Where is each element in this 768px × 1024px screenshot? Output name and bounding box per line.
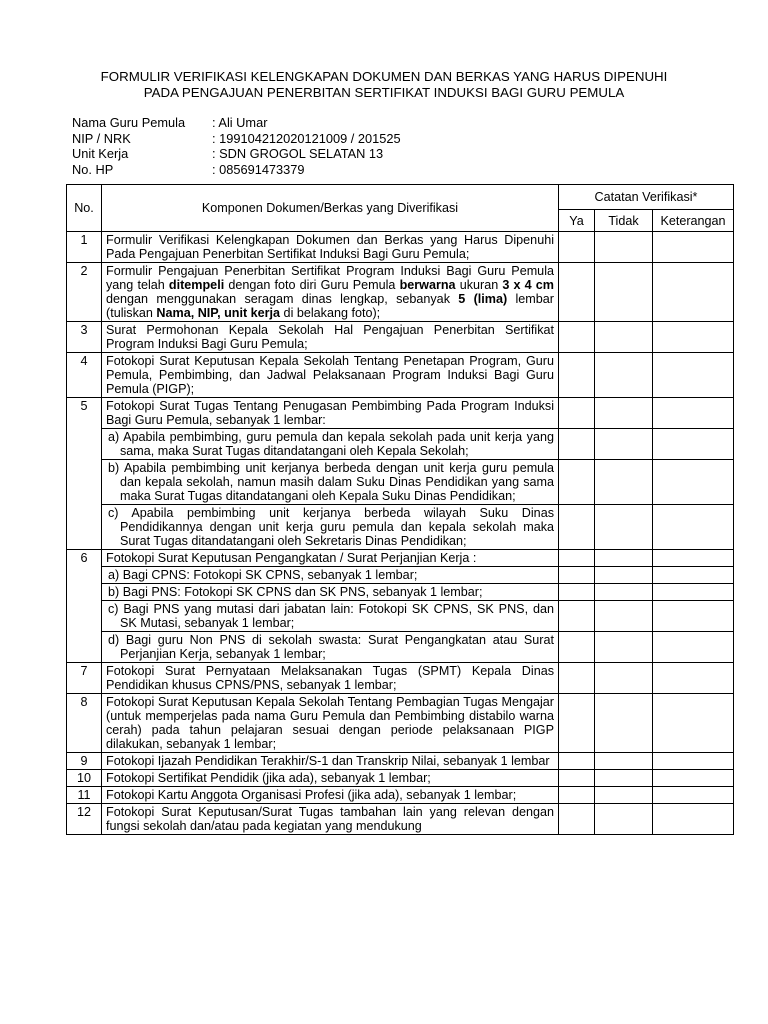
table-subrow [67, 505, 734, 550]
cell-ya[interactable] [559, 632, 595, 663]
info-value: : 085691473379 [212, 161, 305, 177]
cell-tidak[interactable] [595, 694, 653, 753]
info-label: No. HP [72, 161, 114, 177]
teacher-info [72, 115, 401, 177]
subitem-text: a) Bagi CPNS: Fotokopi SK CPNS, sebanyak 1 lembar; [102, 567, 559, 584]
cell-ya[interactable] [559, 601, 595, 632]
cell-keterangan[interactable] [653, 232, 734, 263]
row-text [102, 263, 559, 322]
cell-ya[interactable] [559, 753, 595, 770]
bold-text: Nama, NIP, unit kerja [156, 306, 281, 320]
table-row [67, 398, 734, 429]
cell-tidak[interactable] [595, 584, 653, 601]
cell-tidak[interactable] [595, 632, 653, 663]
cell-tidak[interactable] [595, 550, 653, 567]
cell-ya[interactable] [559, 694, 595, 753]
cell-keterangan[interactable] [653, 263, 734, 322]
verification-table [66, 184, 734, 835]
row-text: Fotokopi Ijazah Pendidikan Terakhir/S-1 dan Transkrip Nilai, sebanyak 1 lembar [102, 753, 559, 770]
cell-keterangan[interactable] [653, 398, 734, 429]
row-number: 11 [67, 787, 102, 804]
header-ya: Ya [559, 210, 595, 232]
row-number: 7 [67, 663, 102, 694]
bold-text: ditempeli [168, 278, 225, 292]
cell-keterangan[interactable] [653, 753, 734, 770]
cell-keterangan[interactable] [653, 429, 734, 460]
row-number: 5 [67, 398, 102, 550]
row-text: Fotokopi Surat Keputusan Kepala Sekolah Tentang Pembagian Tugas Mengajar (untuk memperjelas pada nama Guru Pemula dan Pembimbing distabilo warna cerah) pada tahun pelajaran sesuai dengan periode pelaksanaan PIGP dilakukan, sebanyak 1 lembar; [102, 694, 559, 753]
row-number: 6 [67, 550, 102, 663]
cell-keterangan[interactable] [653, 353, 734, 398]
cell-keterangan[interactable] [653, 550, 734, 567]
cell-ya[interactable] [559, 263, 595, 322]
text-part: dengan foto diri Guru Pemula [224, 278, 400, 292]
cell-tidak[interactable] [595, 753, 653, 770]
row-text: Fotokopi Surat Tugas Tentang Penugasan Pembimbing Pada Program Induksi Bagi Guru Pemula, sebanyak 1 lembar: [102, 398, 559, 429]
row-text: Fotokopi Surat Pernyataan Melaksanakan Tugas (SPMT) Kepala Dinas Pendidikan khusus CPNS/PNS, sebanyak 1 lembar; [102, 663, 559, 694]
subitem-text: c) Bagi PNS yang mutasi dari jabatan lain: Fotokopi SK CPNS, SK PNS, dan SK Mutasi, sebanyak 1 lembar; [102, 601, 559, 632]
cell-tidak[interactable] [595, 263, 653, 322]
row-text: Fotokopi Sertifikat Pendidik (jika ada), sebanyak 1 lembar; [102, 770, 559, 787]
text-part: ukuran [455, 278, 503, 292]
cell-ya[interactable] [559, 770, 595, 787]
row-text: Formulir Verifikasi Kelengkapan Dokumen dan Berkas yang Harus Dipenuhi Pada Pengajuan Penerbitan Sertifikat Induksi Bagi Guru Pemula; [102, 232, 559, 263]
cell-ya[interactable] [559, 460, 595, 505]
table-subrow [67, 429, 734, 460]
header-keterangan: Keterangan [653, 210, 734, 232]
cell-keterangan[interactable] [653, 584, 734, 601]
row-text: Surat Permohonan Kepala Sekolah Hal Pengajuan Penerbitan Sertifikat Program Induksi Bagi Guru Pemula; [102, 322, 559, 353]
cell-tidak[interactable] [595, 567, 653, 584]
table-row [67, 694, 734, 753]
table-row [67, 787, 734, 804]
row-number: 3 [67, 322, 102, 353]
subitem-text: b) Bagi PNS: Fotokopi SK CPNS dan SK PNS, sebanyak 1 lembar; [102, 584, 559, 601]
cell-ya[interactable] [559, 353, 595, 398]
table-subrow [67, 567, 734, 584]
row-text: Fotokopi Kartu Anggota Organisasi Profesi (jika ada), sebanyak 1 lembar; [102, 787, 559, 804]
cell-tidak[interactable] [595, 398, 653, 429]
table-row [67, 753, 734, 770]
table-subrow [67, 584, 734, 601]
bold-text: 5 (lima) [458, 292, 508, 306]
info-row-name [72, 115, 401, 131]
cell-tidak[interactable] [595, 505, 653, 550]
cell-keterangan[interactable] [653, 804, 734, 835]
row-number: 1 [67, 232, 102, 263]
form-title-line-1: FORMULIR VERIFIKASI KELENGKAPAN DOKUMEN DAN BERKAS YANG HARUS DIPENUHI [100, 69, 668, 84]
header-notes: Catatan Verifikasi* [559, 185, 734, 210]
header-no: No. [67, 185, 102, 232]
info-value: : 199104212020121009 / 201525 [212, 130, 401, 146]
cell-keterangan[interactable] [653, 694, 734, 753]
cell-keterangan[interactable] [653, 770, 734, 787]
table-row [67, 322, 734, 353]
table-row [67, 804, 734, 835]
header-component: Komponen Dokumen/Berkas yang Diverifikasi [102, 185, 559, 232]
info-row-unit [72, 146, 401, 162]
cell-tidak[interactable] [595, 770, 653, 787]
cell-ya[interactable] [559, 429, 595, 460]
text-part: di belakang foto); [280, 306, 381, 320]
cell-keterangan[interactable] [653, 505, 734, 550]
cell-tidak[interactable] [595, 429, 653, 460]
cell-ya[interactable] [559, 584, 595, 601]
cell-ya[interactable] [559, 550, 595, 567]
cell-tidak[interactable] [595, 232, 653, 263]
info-value: : SDN GROGOL SELATAN 13 [212, 146, 384, 161]
table-row [67, 353, 734, 398]
cell-keterangan[interactable] [653, 567, 734, 584]
row-number: 8 [67, 694, 102, 753]
cell-keterangan[interactable] [653, 632, 734, 663]
text-part: Formulir Pengajuan Penerbitan Sertifikat Program Induksi Bagi Guru Pemula yang telah [106, 264, 554, 292]
cell-keterangan[interactable] [653, 663, 734, 694]
row-number: 9 [67, 753, 102, 770]
table-subrow [67, 601, 734, 632]
bold-text: 3 x 4 cm [502, 278, 554, 292]
table-row [67, 770, 734, 787]
table-row [67, 232, 734, 263]
form-title-line-2: PADA PENGAJUAN PENERBITAN SERTIFIKAT INDUKSI BAGI GURU PEMULA [143, 85, 625, 100]
info-label: NIP / NRK [72, 130, 131, 146]
header-tidak: Tidak [595, 210, 653, 232]
cell-keterangan[interactable] [653, 601, 734, 632]
row-number: 12 [67, 804, 102, 835]
text-part: lembar (tuliskan [106, 292, 554, 320]
row-number: 2 [67, 263, 102, 322]
cell-tidak[interactable] [595, 460, 653, 505]
cell-keterangan[interactable] [653, 322, 734, 353]
row-text: Fotokopi Surat Keputusan Pengangkatan / Surat Perjanjian Kerja : [102, 550, 559, 567]
info-value: : Ali Umar [212, 115, 268, 130]
info-label: Unit Kerja [72, 146, 129, 161]
info-row-nip [72, 131, 401, 147]
table-row [67, 550, 734, 567]
table-row [67, 263, 734, 322]
cell-ya[interactable] [559, 398, 595, 429]
cell-tidak[interactable] [595, 663, 653, 694]
cell-ya[interactable] [559, 663, 595, 694]
cell-ya[interactable] [559, 804, 595, 835]
cell-ya[interactable] [559, 505, 595, 550]
bold-text: berwarna [399, 278, 456, 292]
table-subrow [67, 460, 734, 505]
cell-ya[interactable] [559, 567, 595, 584]
subitem-text: c) Apabila pembimbing unit kerjanya berbeda wilayah Suku Dinas Pendidikannya dengan unit kerja guru pemula dan kepala sekolah maka Surat Tugas ditandatangani oleh Sekretaris Dinas Pendidikan; [102, 505, 559, 550]
info-row-phone [72, 162, 401, 178]
table-row [67, 663, 734, 694]
cell-tidak[interactable] [595, 601, 653, 632]
cell-ya[interactable] [559, 787, 595, 804]
row-text: Fotokopi Surat Keputusan/Surat Tugas tambahan lain yang relevan dengan fungsi sekolah dan/atau pada kegiatan yang mendukung [102, 804, 559, 835]
cell-keterangan[interactable] [653, 460, 734, 505]
subitem-text: d) Bagi guru Non PNS di sekolah swasta: Surat Pengangkatan atau Surat Perjanjian Kerja, sebanyak 1 lembar; [102, 632, 559, 663]
table-subrow [67, 632, 734, 663]
cell-tidak[interactable] [595, 322, 653, 353]
info-label: Nama Guru Pemula [72, 115, 186, 130]
cell-tidak[interactable] [595, 804, 653, 835]
subitem-text: a) Apabila pembimbing, guru pemula dan kepala sekolah pada unit kerja yang sama, maka Surat Tugas ditandatangani oleh Kepala Sekolah; [102, 429, 559, 460]
row-number: 10 [67, 770, 102, 787]
cell-tidak[interactable] [595, 353, 653, 398]
text-part: dengan menggunakan seragam dinas lengkap, sebanyak [106, 292, 459, 306]
cell-keterangan[interactable] [653, 787, 734, 804]
cell-ya[interactable] [559, 232, 595, 263]
cell-tidak[interactable] [595, 787, 653, 804]
row-text: Fotokopi Surat Keputusan Kepala Sekolah Tentang Penetapan Program, Guru Pemula, Pembimbing, dan Jadwal Pelaksanaan Program Induksi Bagi Guru Pemula (PIGP); [102, 353, 559, 398]
cell-ya[interactable] [559, 322, 595, 353]
row-number: 4 [67, 353, 102, 398]
subitem-text: b) Apabila pembimbing unit kerjanya berbeda dengan unit kerja guru pemula dan kepala sekolah, namun masih dalam Suku Dinas Pendidikan yang sama maka Surat Tugas ditandatangani oleh Kepala Suku Dinas Pendidikan; [102, 460, 559, 505]
